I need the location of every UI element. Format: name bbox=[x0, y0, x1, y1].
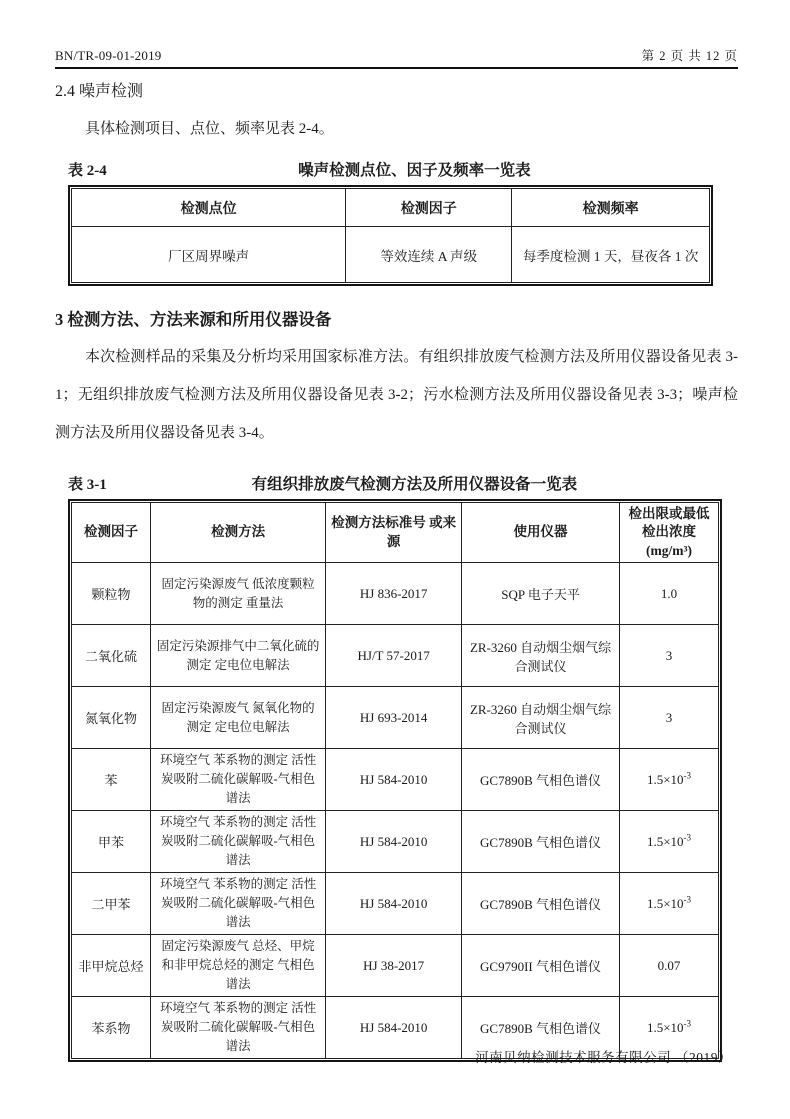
cell-limit: 3 bbox=[619, 687, 718, 749]
cell-standard: HJ 584-2010 bbox=[326, 997, 462, 1059]
col-header-method: 检测方法 bbox=[150, 503, 325, 563]
cell-method: 固定污染源排气中二氧化硫的测定 定电位电解法 bbox=[150, 625, 325, 687]
cell-standard: HJ 38-2017 bbox=[326, 935, 462, 997]
methods-paragraph: 本次检测样品的采集及分析均采用国家标准方法。有组织排放废气检测方法及所用仪器设备见表 3-1；无组织排放废气检测方法及所用仪器设备见表 3-2；污水检测方法及所用仪器设备见表 3-3；噪声检测方法及所用仪器设备见表 3-4。 bbox=[55, 349, 738, 441]
cell-method: 固定污染源废气 总烃、甲烷和非甲烷总烃的测定 气相色谱法 bbox=[150, 935, 325, 997]
cell-instrument: SQP 电子天平 bbox=[462, 563, 620, 625]
cell-method: 环境空气 苯系物的测定 活性炭吸附二硫化碳解吸-气相色谱法 bbox=[150, 997, 325, 1059]
table-2-4-title: 噪声检测点位、因子及频率一览表 bbox=[298, 162, 531, 179]
cell-instrument: ZR-3260 自动烟尘烟气综合测试仪 bbox=[462, 687, 620, 749]
cell-limit: $1.5\times 10^{-3}$ bbox=[619, 811, 718, 873]
table-3-1-title: 有组织排放废气检测方法及所用仪器设备一览表 bbox=[251, 476, 578, 493]
cell-factor: 二甲苯 bbox=[72, 873, 151, 935]
cell-point: 厂区周界噪声 bbox=[72, 227, 346, 283]
cell-standard: HJ 836-2017 bbox=[326, 563, 462, 625]
cell-factor: 甲苯 bbox=[72, 811, 151, 873]
cell-standard: HJ 584-2010 bbox=[326, 749, 462, 811]
cell-instrument: GC7890B 气相色谱仪 bbox=[462, 873, 620, 935]
table-row bbox=[72, 811, 719, 873]
table-row bbox=[72, 749, 719, 811]
col-header-factor: 检测因子 bbox=[346, 189, 512, 227]
table-row bbox=[72, 873, 719, 935]
table-row bbox=[72, 563, 719, 625]
cell-instrument: GC9790II 气相色谱仪 bbox=[462, 935, 620, 997]
table-3-1-header-row bbox=[72, 503, 719, 563]
noise-intro-paragraph: 具体检测项目、点位、频率见表 2-4。 bbox=[85, 121, 334, 137]
table-row bbox=[72, 227, 710, 283]
cell-limit: 3 bbox=[619, 625, 718, 687]
cell-instrument: GC7890B 气相色谱仪 bbox=[462, 997, 620, 1059]
cell-method: 环境空气 苯系物的测定 活性炭吸附二硫化碳解吸-气相色谱法 bbox=[150, 811, 325, 873]
document-number: BN/TR-09-01-2019 bbox=[55, 48, 162, 63]
page-number-info: 第 2 页 共 12 页 bbox=[641, 49, 738, 63]
table-3-1-caption bbox=[68, 472, 722, 494]
col-header-frequency: 检测频率 bbox=[512, 189, 710, 227]
table-row bbox=[72, 935, 719, 997]
cell-limit: 0.07 bbox=[619, 935, 718, 997]
cell-instrument: GC7890B 气相色谱仪 bbox=[462, 811, 620, 873]
col-header-point: 检测点位 bbox=[72, 189, 346, 227]
table-2-4-label: 表 2-4 bbox=[68, 163, 107, 179]
cell-method: 固定污染源废气 氮氧化物的测定 定电位电解法 bbox=[150, 687, 325, 749]
page-header bbox=[55, 46, 738, 69]
cell-factor: 颗粒物 bbox=[72, 563, 151, 625]
limit-header-text: 检出限或最低 检出浓度 bbox=[628, 506, 710, 540]
table-2-4 bbox=[68, 185, 713, 286]
cell-limit: $1.5\times 10^{-3}$ bbox=[619, 749, 718, 811]
limit-header-unit: (mg/m³) bbox=[645, 542, 692, 558]
cell-instrument: ZR-3260 自动烟尘烟气综合测试仪 bbox=[462, 625, 620, 687]
table-row bbox=[72, 687, 719, 749]
cell-limit: $1.5\times 10^{-3}$ bbox=[619, 873, 718, 935]
cell-factor: 苯系物 bbox=[72, 997, 151, 1059]
cell-standard: HJ 693-2014 bbox=[326, 687, 462, 749]
cell-method: 环境空气 苯系物的测定 活性炭吸附二硫化碳解吸-气相色谱法 bbox=[150, 749, 325, 811]
cell-limit: 1.0 bbox=[619, 563, 718, 625]
table-row bbox=[72, 625, 719, 687]
col-header-limit bbox=[619, 503, 718, 563]
cell-standard: HJ 584-2010 bbox=[326, 811, 462, 873]
col-header-instrument: 使用仪器 bbox=[462, 503, 620, 563]
col-header-standard: 检测方法标准号 或来源 bbox=[326, 503, 462, 563]
cell-factor: 苯 bbox=[72, 749, 151, 811]
cell-method: 固定污染源废气 低浓度颗粒物的测定 重量法 bbox=[150, 563, 325, 625]
cell-factor: 等效连续 A 声级 bbox=[346, 227, 512, 283]
col-header-factor: 检测因子 bbox=[72, 503, 151, 563]
cell-standard: HJ 584-2010 bbox=[326, 873, 462, 935]
table-2-4-header-row bbox=[72, 189, 710, 227]
cell-frequency: 每季度检测 1 天，昼夜各 1 次 bbox=[512, 227, 710, 283]
table-3-1-label: 表 3-1 bbox=[68, 477, 107, 493]
table-2-4-caption bbox=[68, 158, 722, 180]
page-footer-company: 河南贝纳检测技术服务有限公司 （2019） bbox=[475, 1050, 732, 1065]
section-heading-2-4: 2.4 噪声检测 bbox=[55, 83, 144, 100]
cell-factor: 二氧化硫 bbox=[72, 625, 151, 687]
table-3-1 bbox=[68, 499, 722, 1062]
cell-factor: 氮氧化物 bbox=[72, 687, 151, 749]
cell-instrument: GC7890B 气相色谱仪 bbox=[462, 749, 620, 811]
cell-method: 环境空气 苯系物的测定 活性炭吸附二硫化碳解吸-气相色谱法 bbox=[150, 873, 325, 935]
cell-factor: 非甲烷总烃 bbox=[72, 935, 151, 997]
cell-standard: HJ/T 57-2017 bbox=[326, 625, 462, 687]
section-heading-3: 3 检测方法、方法来源和所用仪器设备 bbox=[55, 310, 332, 329]
cell-limit: $1.5\times 10^{-3}$ bbox=[619, 997, 718, 1059]
